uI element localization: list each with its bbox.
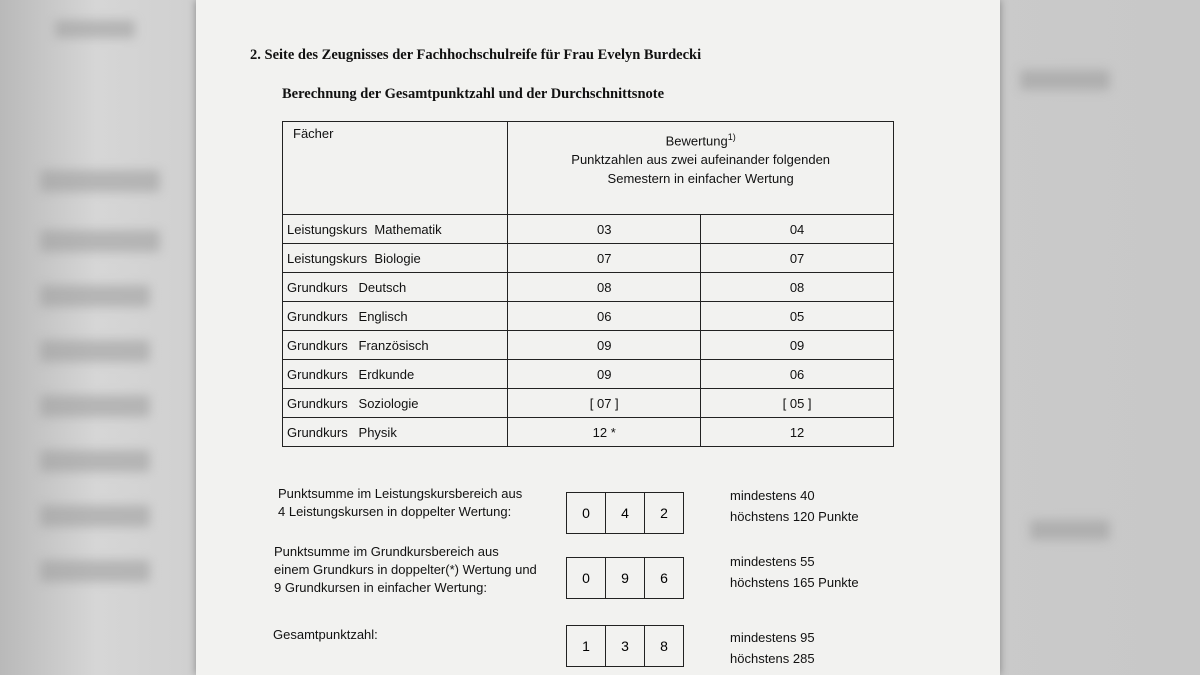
rating-column-header <box>508 122 894 215</box>
subject-name: Grundkurs Französisch <box>283 331 508 360</box>
table-row <box>283 273 894 302</box>
grades-table <box>282 121 894 447</box>
semester-2-points: 12 <box>701 418 894 447</box>
digit-box: 4 <box>606 493 645 533</box>
advanced-course-sum-label <box>278 485 522 521</box>
semester-2-points: 09 <box>701 331 894 360</box>
table-row <box>283 360 894 389</box>
basic-course-sum-label <box>274 543 537 597</box>
semester-1-points: 09 <box>508 360 701 389</box>
subjects-column-header: Fächer <box>283 122 508 215</box>
semester-1-points: 03 <box>508 215 701 244</box>
semester-2-points: 06 <box>701 360 894 389</box>
semester-1-points: 07 <box>508 244 701 273</box>
footnote-mark: 1) <box>727 132 736 142</box>
table-row <box>283 418 894 447</box>
subject-name: Grundkurs Erdkunde <box>283 360 508 389</box>
maximum-text: höchstens 120 Punkte <box>730 509 859 524</box>
rating-title: Bewertung <box>665 133 728 149</box>
subject-name: Leistungskurs Biologie <box>283 244 508 273</box>
minimum-text: mindestens 95 <box>730 630 815 645</box>
page-heading: 2. Seite des Zeugnisses der Fachhochschulreife für Frau Evelyn Burdecki <box>250 47 702 63</box>
digit-box: 2 <box>660 505 668 521</box>
total-points-range <box>730 627 815 669</box>
table-row <box>283 331 894 360</box>
basic-course-range <box>730 551 859 593</box>
semester-1-points: 12 * <box>508 418 701 447</box>
table-row <box>283 215 894 244</box>
semester-2-points: [ 05 ] <box>701 389 894 418</box>
maximum-text: höchstens 285 <box>730 651 815 666</box>
certificate-page <box>196 0 1000 675</box>
advanced-course-range <box>730 485 859 527</box>
digit-box: 0 <box>567 558 606 598</box>
semester-2-points: 04 <box>701 215 894 244</box>
digit-box: 3 <box>606 626 645 666</box>
label-line: einem Grundkurs in doppelter(*) Wertung und <box>274 562 537 577</box>
section-heading: Berechnung der Gesamtpunktzahl und der Durchschnittsnote <box>282 86 665 102</box>
advanced-course-sum-boxes <box>566 492 684 534</box>
semester-2-points: 05 <box>701 302 894 331</box>
digit-box: 1 <box>567 626 606 666</box>
semester-2-points: 07 <box>701 244 894 273</box>
label-line: Punktsumme im Grundkursbereich aus <box>274 544 499 559</box>
blurred-background-left <box>0 0 196 675</box>
semester-1-points: 08 <box>508 273 701 302</box>
digit-box: 8 <box>660 638 668 654</box>
minimum-text: mindestens 55 <box>730 554 815 569</box>
digit-box: 6 <box>660 570 668 586</box>
total-points-boxes <box>566 625 684 667</box>
semester-1-points: 09 <box>508 331 701 360</box>
label-line: 4 Leistungskursen in doppelter Wertung: <box>278 504 512 519</box>
label-line: 9 Grundkursen in einfacher Wertung: <box>274 580 487 595</box>
label-line: Gesamtpunktzahl: <box>273 627 378 642</box>
semester-2-points: 08 <box>701 273 894 302</box>
subject-name: Grundkurs Physik <box>283 418 508 447</box>
subject-name: Grundkurs Deutsch <box>283 273 508 302</box>
table-row <box>283 389 894 418</box>
digit-box: 9 <box>606 558 645 598</box>
subject-name: Grundkurs Englisch <box>283 302 508 331</box>
table-row <box>283 244 894 273</box>
blurred-background-right <box>1000 0 1200 675</box>
semester-1-points: [ 07 ] <box>508 389 701 418</box>
basic-course-sum-boxes <box>566 557 684 599</box>
minimum-text: mindestens 40 <box>730 488 815 503</box>
total-points-label <box>273 626 378 644</box>
subject-name: Grundkurs Soziologie <box>283 389 508 418</box>
maximum-text: höchstens 165 Punkte <box>730 575 859 590</box>
rating-description-line-2: Semestern in einfacher Wertung <box>607 171 794 187</box>
table-header-row <box>283 122 894 215</box>
digit-box: 0 <box>567 493 606 533</box>
table-row <box>283 302 894 331</box>
semester-1-points: 06 <box>508 302 701 331</box>
rating-description-line-1: Punktzahlen aus zwei aufeinander folgenden <box>571 152 831 168</box>
label-line: Punktsumme im Leistungskursbereich aus <box>278 486 523 501</box>
subject-name: Leistungskurs Mathematik <box>283 215 508 244</box>
